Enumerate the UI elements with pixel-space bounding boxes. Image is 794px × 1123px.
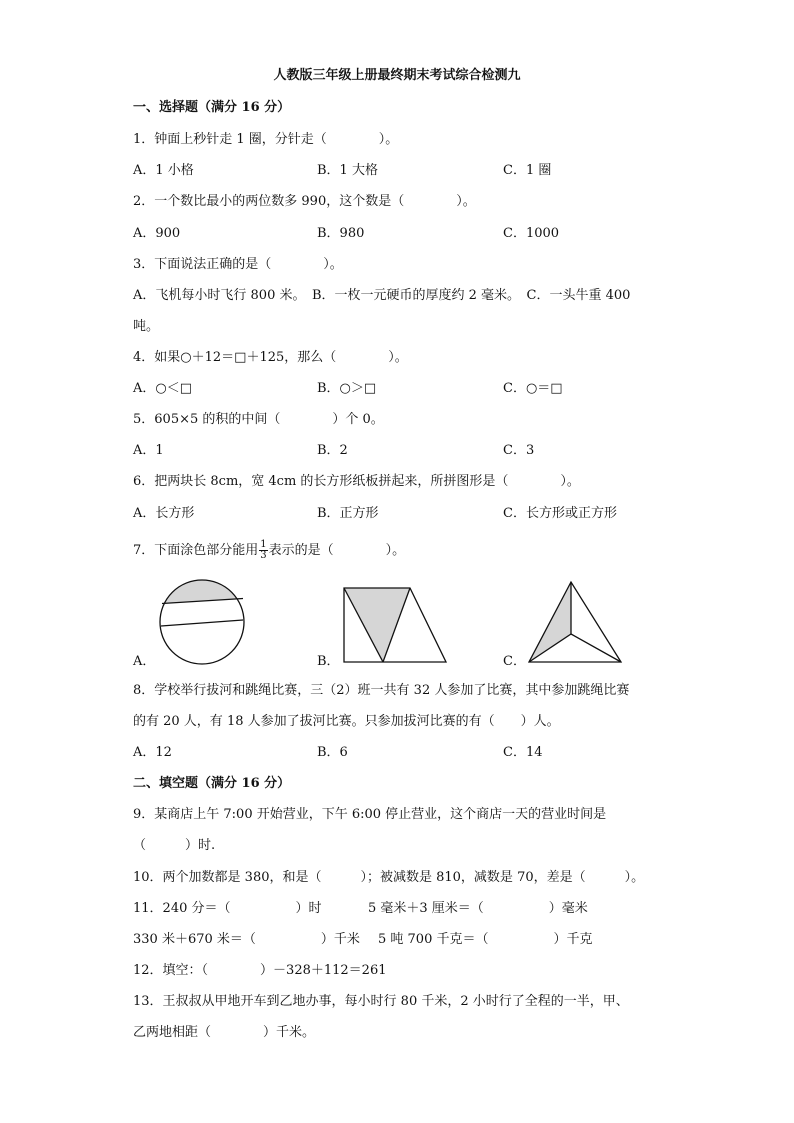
q5-option-b: B．2 — [317, 443, 348, 458]
q1-stem: 1．钟面上秒针走 1 圈，分针走（ ）。 — [133, 132, 399, 147]
q2-option-b: B．980 — [317, 226, 365, 241]
q3-options-line2: 吨。 — [133, 319, 160, 334]
q8-option-a: A．12 — [133, 745, 172, 760]
q9-stem-line1: 9．某商店上午 7:00 开始营业，下午 6:00 停止营业，这个商店一天的营业时间是 — [133, 807, 607, 822]
q6-option-b: B．正方形 — [317, 506, 379, 521]
q6-stem: 6．把两块长 8cm，宽 4cm 的长方形纸板拼起来，所拼图形是（ ）。 — [133, 474, 580, 489]
q7-option-b-label: B． — [317, 654, 340, 669]
fraction-numerator: 1 — [260, 539, 267, 550]
q11-part3: 330 米＋670 米＝（ ）千米 — [133, 932, 360, 947]
q3-options-line1: A．飞机每小时飞行 800 米。 B．一枚一元硬币的厚度约 2 毫米。 C．一头牛重 400 — [133, 288, 631, 303]
q13-stem-line1: 13．王叔叔从甲地开车到乙地办事，每小时行 80 千米，2 小时行了全程的一半，甲、 — [133, 994, 629, 1009]
q2-option-a: A．900 — [133, 226, 181, 241]
q1-option-c: C．1 圈 — [503, 163, 552, 178]
q6-option-a: A．长方形 — [133, 506, 195, 521]
q11-part1: 11．240 分＝（ ）时 — [133, 901, 322, 916]
q11-part4: 5 吨 700 千克＝（ ）千克 — [378, 932, 593, 947]
q7-stem-post: 表示的是（ ）。 — [268, 543, 406, 558]
figure-b-parallelogram — [344, 588, 446, 662]
q12-stem: 12．填空：（ ）－328＋112＝261 — [133, 963, 387, 978]
section-heading-choice: 一、选择题（满分 16 分） — [133, 100, 291, 115]
q6-option-c: C．长方形或正方形 — [503, 506, 617, 521]
q5-option-c: C．3 — [503, 443, 535, 458]
q5-stem: 5．605×5 的积的中间（ ）个 0。 — [133, 412, 384, 427]
fraction-denominator: 3 — [260, 550, 267, 561]
q8-option-b: B．6 — [317, 745, 348, 760]
q8-option-c: C．14 — [503, 745, 543, 760]
q9-stem-line2: （ ）时. — [133, 838, 216, 853]
q8-stem-line1: 8．学校举行拔河和跳绳比赛，三（2）班一共有 32 人参加了比赛，其中参加跳绳比赛 — [133, 683, 630, 698]
q8-stem-line2: 的有 20 人，有 18 人参加了拔河比赛。只参加拔河比赛的有（ ）人。 — [133, 714, 560, 729]
figure-a-circle — [150, 574, 255, 664]
q13-stem-line2: 乙两地相距（ ）千米。 — [133, 1025, 316, 1040]
figure-c-triangle — [529, 582, 621, 662]
q11-part2: 5 毫米＋3 厘米＝（ ）毫米 — [368, 901, 588, 916]
section-heading-fill: 二、填空题（满分 16 分） — [133, 776, 291, 791]
q7-option-c-label: C． — [503, 654, 526, 669]
q3-stem: 3．下面说法正确的是（ ）。 — [133, 257, 343, 272]
q10-stem: 10．两个加数都是 380，和是（ ）；被减数是 810，减数是 70，差是（ ）。 — [133, 870, 645, 885]
q4-option-b: B．○＞□ — [317, 381, 377, 396]
q4-stem: 4．如果○＋12＝□＋125，那么（ ）。 — [133, 350, 408, 365]
q4-option-a: A．○＜□ — [133, 381, 193, 396]
q2-stem: 2．一个数比最小的两位数多 990，这个数是（ ）。 — [133, 194, 476, 209]
q2-option-c: C．1000 — [503, 226, 560, 241]
q1-option-b: B．1 大格 — [317, 163, 378, 178]
q4-option-c: C．○＝□ — [503, 381, 563, 396]
q7-option-a-label: A． — [133, 654, 156, 669]
page-title: 人教版三年级上册最终期末考试综合检测九 — [273, 68, 521, 83]
q1-option-a: A．1 小格 — [133, 163, 194, 178]
q7-stem-pre: 7．下面涂色部分能用 — [133, 543, 259, 558]
q5-option-a: A．1 — [133, 443, 164, 458]
